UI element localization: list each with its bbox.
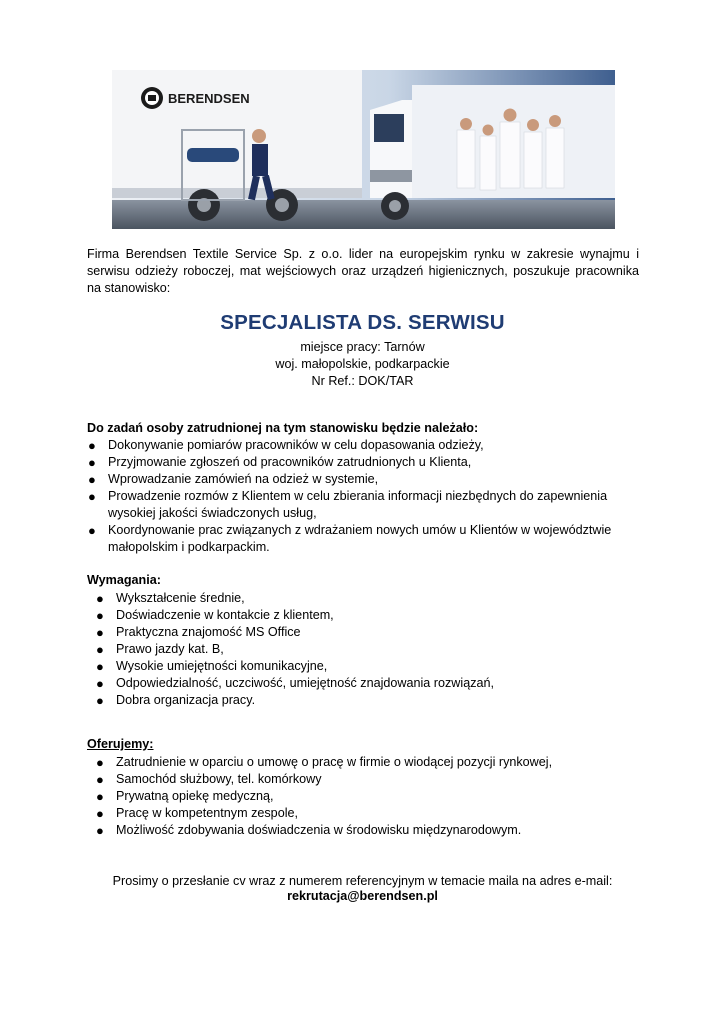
bullet-icon: ● bbox=[96, 806, 104, 821]
work-location: miejsce pracy: Tarnów bbox=[300, 340, 425, 354]
worker-figure bbox=[252, 129, 266, 143]
offers-list bbox=[96, 754, 636, 839]
duties-list bbox=[88, 437, 638, 556]
list-item: ● Prowadzenie rozmów z Klientem w celu zbierania informacji niezbędnych do zapewnienia wysokiej jakości świadczonych usług, bbox=[88, 489, 608, 520]
bullet-icon: ● bbox=[96, 642, 104, 657]
banner-logo-text: BERENDSEN bbox=[168, 91, 250, 106]
bullet-icon: ● bbox=[96, 591, 104, 606]
bullet-icon: ● bbox=[96, 608, 104, 623]
list-item: ● Dobra organizacja pracy. bbox=[96, 693, 256, 708]
list-item: ● Prywatną opiekę medyczną, bbox=[96, 789, 274, 804]
list-item: ● Koordynowanie prac związanych z wdrażaniem nowych umów u Klientów w województwie małopolskim i podkarpackim. bbox=[88, 523, 612, 554]
contact-email-link[interactable]: rekrutacja@berendsen.pl bbox=[287, 889, 438, 903]
offers-heading: Oferujemy: bbox=[87, 737, 154, 751]
requirements-list bbox=[96, 590, 636, 709]
reference-number: Nr Ref.: DOK/TAR bbox=[311, 374, 414, 388]
bullet-icon: ● bbox=[96, 789, 104, 804]
banner-illustration bbox=[112, 70, 615, 229]
bullet-icon: ● bbox=[96, 755, 104, 770]
bullet-icon: ● bbox=[96, 676, 104, 691]
list-item: ● Prawo jazdy kat. B, bbox=[96, 642, 224, 657]
list-item: ● Doświadczenie w kontakcie z klientem, bbox=[96, 608, 334, 623]
list-item: ● Samochód służbowy, tel. komórkowy bbox=[96, 772, 322, 787]
bullet-icon: ● bbox=[96, 823, 104, 838]
closing-paragraph: Prosimy o przesłanie cv wraz z numerem referencyjnym w temacie maila na adres e-mail: bbox=[112, 874, 613, 888]
banner-photo bbox=[112, 70, 615, 229]
requirements-heading: Wymagania: bbox=[87, 573, 161, 587]
duties-heading: Do zadań osoby zatrudnionej na tym stanowisku będzie należało: bbox=[87, 421, 479, 435]
list-item: ● Praktyczna znajomość MS Office bbox=[96, 625, 301, 640]
bullet-icon: ● bbox=[96, 772, 104, 787]
bullet-icon: ● bbox=[88, 523, 96, 538]
list-item: ● Pracę w kompetentnym zespole, bbox=[96, 806, 298, 821]
list-item: ● Możliwość zdobywania doświadczenia w środowisku międzynarodowym. bbox=[96, 823, 522, 838]
bullet-icon: ● bbox=[88, 472, 96, 487]
job-title: SPECJALISTA DS. SERWISU bbox=[220, 311, 505, 334]
staff-group bbox=[457, 122, 564, 190]
list-item: ● Odpowiedzialność, uczciwość, umiejętność znajdowania rozwiązań, bbox=[96, 676, 494, 691]
list-item: ● Wysokie umiejętności komunikacyjne, bbox=[96, 659, 328, 674]
list-item: ● Wykształcenie średnie, bbox=[96, 591, 245, 606]
work-region: woj. małopolskie, podkarpackie bbox=[275, 357, 450, 371]
list-item: ● Zatrudnienie w oparciu o umowę o pracę w firmie o wiodącej pozycji rynkowej, bbox=[96, 755, 553, 770]
list-item: ● Wprowadzanie zamówień na odzież w systemie, bbox=[88, 472, 379, 487]
bullet-icon: ● bbox=[88, 489, 96, 504]
bullet-icon: ● bbox=[88, 438, 96, 453]
intro-paragraph: Firma Berendsen Textile Service Sp. z o.o. lider na europejskim rynku w zakresie wynajmu i serwisu odzieży roboczej, mat wejściowych oraz urządzeń higienicznych, poszukuje pracownika na stanowisko: bbox=[87, 247, 639, 295]
bullet-icon: ● bbox=[96, 625, 104, 640]
list-item: ● Dokonywanie pomiarów pracowników w celu dopasowania odzieży, bbox=[88, 438, 484, 453]
list-item: ● Przyjmowanie zgłoszeń od pracowników zatrudnionych u Klienta, bbox=[88, 455, 472, 470]
bullet-icon: ● bbox=[96, 659, 104, 674]
bullet-icon: ● bbox=[96, 693, 104, 708]
bullet-icon: ● bbox=[88, 455, 96, 470]
